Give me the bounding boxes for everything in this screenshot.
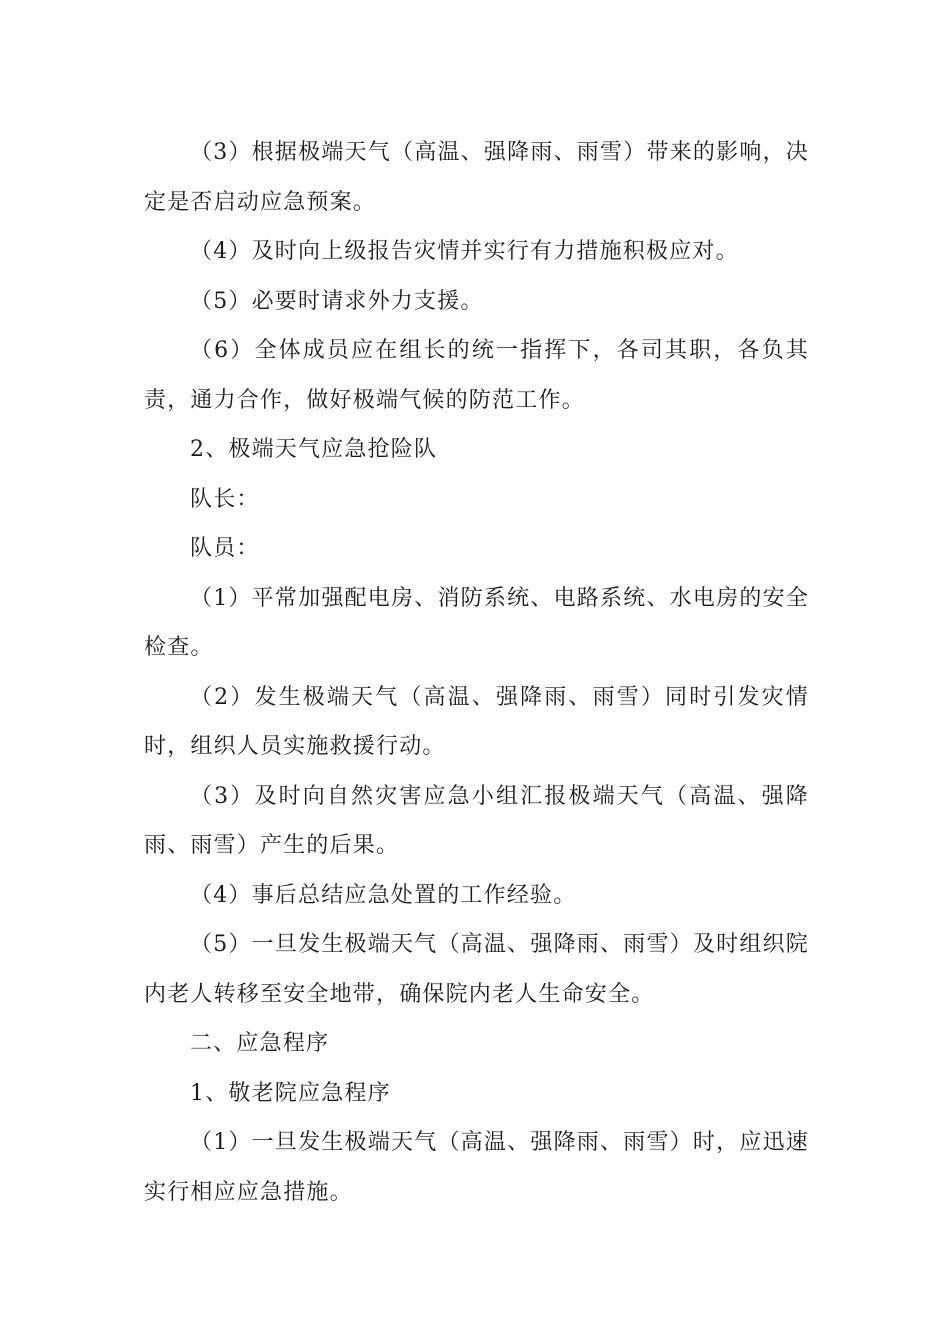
paragraph-procedure-step-1: （1）一旦发生极端天气（高温、强降雨、雨雪）时，应迅速实行相应应急措施。: [144, 1130, 809, 1205]
paragraph-leader-duty-5: （5）必要时请求外力支援。: [190, 288, 484, 314]
document-body: [144, 128, 809, 1217]
paragraph-team-duty-2: （2）发生极端天气（高温、强降雨、雨雪）同时引发灾情时，组织人员实施救援行动。: [144, 684, 809, 759]
team-captain-line: 队长：: [190, 486, 260, 512]
paragraph-team-duty-4: （4）事后总结应急处置的工作经验。: [190, 882, 577, 908]
paragraph-team-duty-1: （1）平常加强配电房、消防系统、电路系统、水电房的安全检查。: [144, 585, 809, 660]
paragraph-leader-duty-4: （4）及时向上级报告灾情并实行有力措施积极应对。: [190, 239, 739, 264]
heading-nursing-home-procedure: 1、敬老院应急程序: [190, 1080, 391, 1106]
heading-emergency-procedure: 二、应急程序: [190, 1031, 330, 1056]
paragraph-team-duty-3: （3）及时向自然灾害应急小组汇报极端天气（高温、强降雨、雨雪）产生的后果。: [144, 783, 809, 858]
paragraph-leader-duty-3: （3）根据极端天气（高温、强降雨、雨雪）带来的影响，决定是否启动应急预案。: [144, 140, 809, 215]
team-members-line: 队员：: [190, 536, 260, 561]
heading-rescue-team: 2、极端天气应急抢险队: [190, 437, 438, 462]
paragraph-leader-duty-6: （6）全体成员应在组长的统一指挥下，各司其职，各负其责，通力合作，做好极端气候的防范工作。: [144, 338, 809, 413]
paragraph-team-duty-5: （5）一旦发生极端天气（高温、强降雨、雨雪）及时组织院内老人转移至安全地带，确保院内老人生命安全。: [144, 932, 809, 1007]
